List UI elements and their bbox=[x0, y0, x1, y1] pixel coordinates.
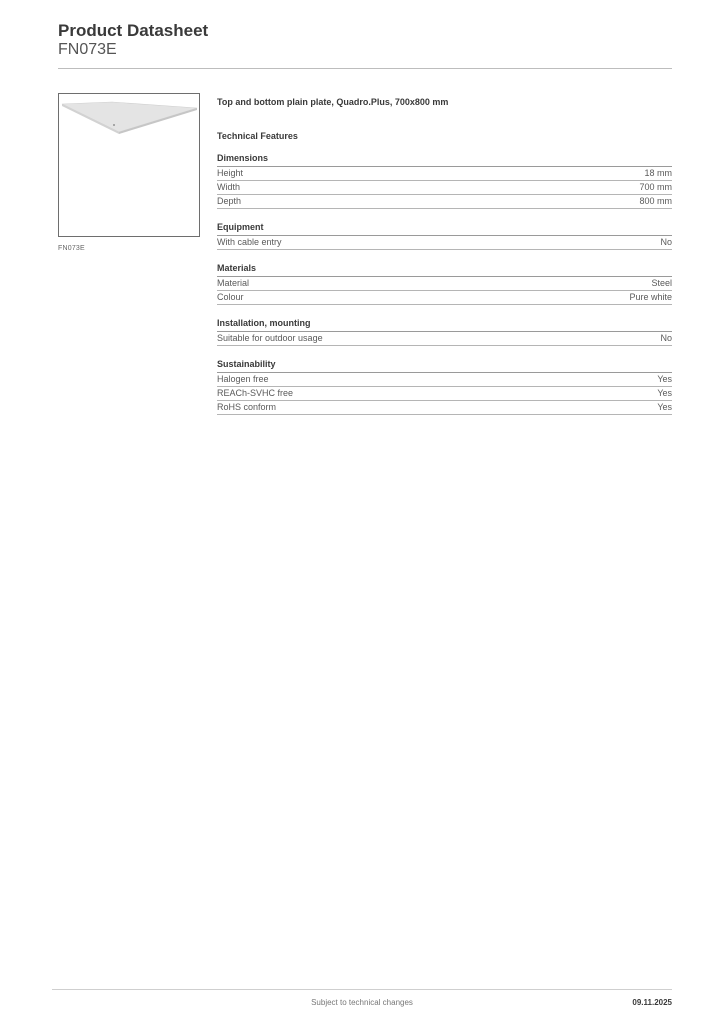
spec-label: RoHS conform bbox=[217, 402, 277, 412]
page-header bbox=[58, 21, 208, 59]
spec-row bbox=[217, 167, 672, 181]
spec-label: Suitable for outdoor usage bbox=[217, 333, 323, 343]
spec-row bbox=[217, 387, 672, 401]
image-caption: FN073E bbox=[58, 245, 85, 252]
plate-illustration bbox=[59, 94, 199, 236]
spec-row bbox=[217, 401, 672, 415]
section-title: Dimensions bbox=[217, 153, 672, 167]
spec-row bbox=[217, 181, 672, 195]
product-image bbox=[58, 93, 200, 237]
spec-value: No bbox=[660, 333, 672, 343]
section-installation bbox=[217, 318, 672, 346]
technical-features-heading: Technical Features bbox=[217, 131, 298, 141]
spec-value: 18 mm bbox=[644, 168, 672, 178]
footer-note: Subject to technical changes bbox=[311, 998, 413, 1007]
section-equipment bbox=[217, 222, 672, 250]
section-title: Sustainability bbox=[217, 359, 672, 373]
page-title: Product Datasheet bbox=[58, 21, 209, 40]
spec-row bbox=[217, 373, 672, 387]
section-title: Installation, mounting bbox=[217, 318, 672, 332]
product-description: Top and bottom plain plate, Quadro.Plus, 700x800 mm bbox=[217, 97, 449, 107]
header-divider bbox=[58, 68, 672, 69]
spec-row bbox=[217, 195, 672, 209]
spec-label: Colour bbox=[217, 292, 244, 302]
spec-row bbox=[217, 236, 672, 250]
product-code: FN073E bbox=[58, 41, 117, 58]
spec-label: Width bbox=[217, 182, 241, 192]
spec-value: Steel bbox=[651, 278, 672, 288]
spec-label: Material bbox=[217, 278, 250, 288]
spec-value: Yes bbox=[657, 388, 672, 398]
spec-row bbox=[217, 291, 672, 305]
spec-value: 700 mm bbox=[639, 182, 672, 192]
section-materials bbox=[217, 263, 672, 305]
spec-row bbox=[217, 332, 672, 346]
footer-divider bbox=[52, 989, 672, 990]
spec-value: Pure white bbox=[629, 292, 672, 302]
spec-value: Yes bbox=[657, 374, 672, 384]
spec-label: REACh-SVHC free bbox=[217, 388, 294, 398]
section-dimensions bbox=[217, 153, 672, 209]
spec-label: Depth bbox=[217, 196, 242, 206]
spec-label: Height bbox=[217, 168, 244, 178]
section-title: Materials bbox=[217, 263, 672, 277]
spec-value: Yes bbox=[657, 402, 672, 412]
spec-value: 800 mm bbox=[639, 196, 672, 206]
spec-label: Halogen free bbox=[217, 374, 269, 384]
spec-label: With cable entry bbox=[217, 237, 282, 247]
section-sustainability bbox=[217, 359, 672, 415]
section-title: Equipment bbox=[217, 222, 672, 236]
spec-row bbox=[217, 277, 672, 291]
spec-value: No bbox=[660, 237, 672, 247]
spec-content bbox=[217, 96, 672, 415]
footer-date: 09.11.2025 bbox=[632, 998, 672, 1007]
